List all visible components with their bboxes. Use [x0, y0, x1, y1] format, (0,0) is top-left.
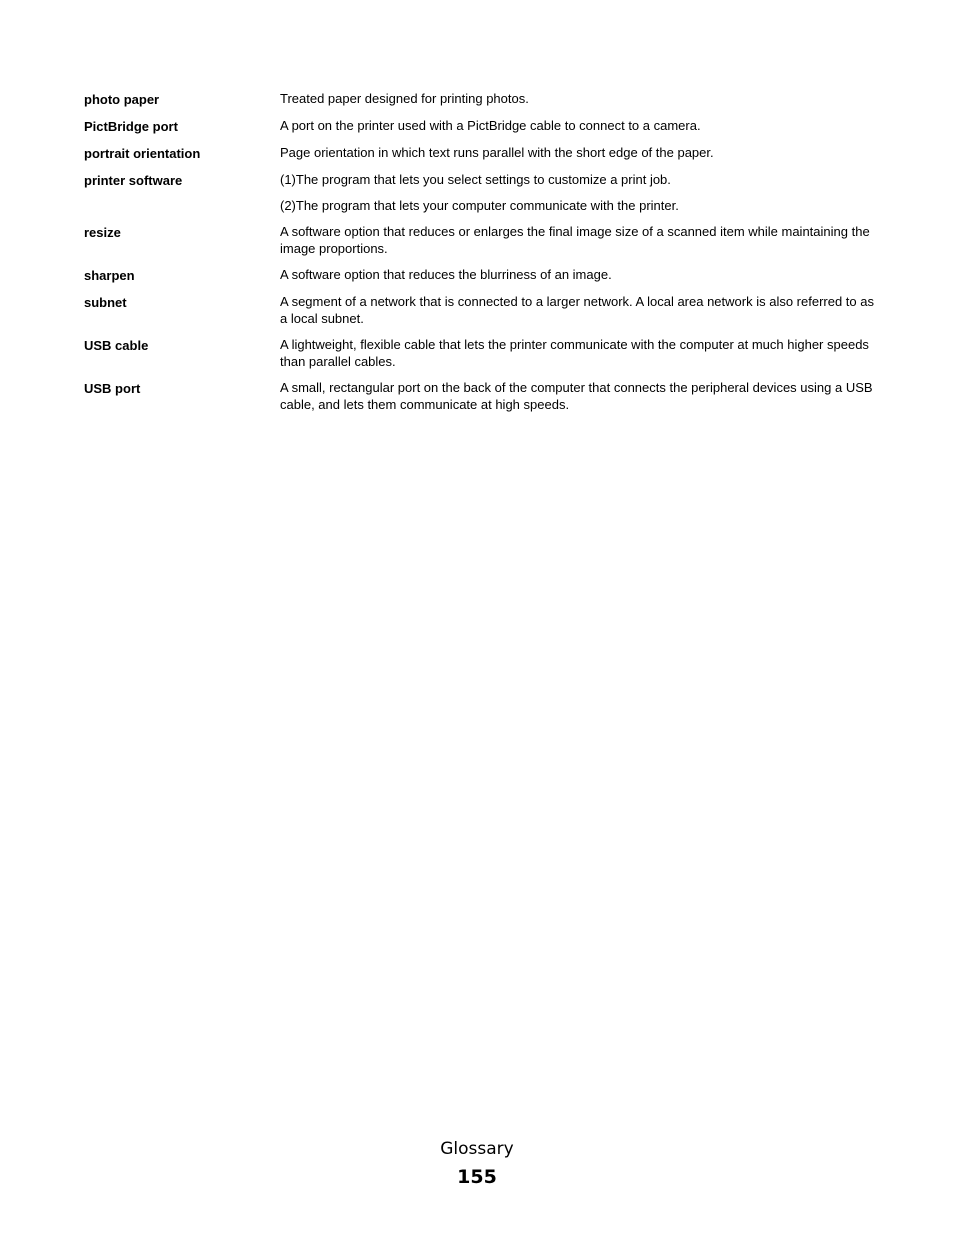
glossary-term: printer software — [84, 173, 183, 188]
glossary-term: resize — [84, 225, 121, 240]
glossary-term: subnet — [84, 295, 127, 310]
glossary-entry-usb-port — [84, 379, 874, 413]
glossary-term: portrait orientation — [84, 146, 201, 161]
glossary-entry-printer-software — [84, 171, 874, 189]
glossary-definition: A software option that reduces or enlarges the final image size of a scanned item while maintaining the image proportions. — [280, 224, 870, 256]
glossary-entry-usb-cable — [84, 336, 874, 370]
glossary-definition: (1)The program that lets you select settings to customize a print job. — [280, 172, 671, 187]
page-number: 155 — [457, 1166, 497, 1188]
glossary-definition: A software option that reduces the blurriness of an image. — [280, 267, 612, 282]
glossary-entry-sharpen — [84, 266, 874, 284]
glossary-entry-photo-paper — [84, 90, 874, 108]
glossary-entry-subnet — [84, 293, 874, 327]
glossary-definition: Page orientation in which text runs parallel with the short edge of the paper. — [280, 145, 714, 160]
glossary-definition: A lightweight, flexible cable that lets the printer communicate with the computer at much higher speeds than parallel cables. — [280, 337, 869, 369]
glossary-entry-printer-software-continued — [84, 197, 874, 214]
glossary-term: sharpen — [84, 268, 135, 283]
glossary-list — [84, 90, 874, 422]
glossary-definition: Treated paper designed for printing photos. — [280, 91, 529, 106]
glossary-term: USB port — [84, 381, 141, 396]
glossary-term: USB cable — [84, 338, 149, 353]
footer-section-title: Glossary — [440, 1139, 514, 1159]
glossary-entry-portrait-orientation — [84, 144, 874, 162]
glossary-definition: (2)The program that lets your computer communicate with the printer. — [280, 198, 679, 213]
glossary-entry-resize — [84, 223, 874, 257]
glossary-entry-pictbridge-port — [84, 117, 874, 135]
glossary-definition: A port on the printer used with a PictBridge cable to connect to a camera. — [280, 118, 701, 133]
glossary-definition: A small, rectangular port on the back of the computer that connects the peripheral devices using a USB cable, and lets them communicate at high speeds. — [280, 380, 873, 412]
glossary-term: PictBridge port — [84, 119, 178, 134]
glossary-term — [84, 197, 280, 198]
glossary-definition: A segment of a network that is connected to a larger network. A local area network is also referred to as a local subnet. — [280, 294, 874, 326]
glossary-term: photo paper — [84, 92, 160, 107]
page-footer — [0, 1138, 954, 1190]
